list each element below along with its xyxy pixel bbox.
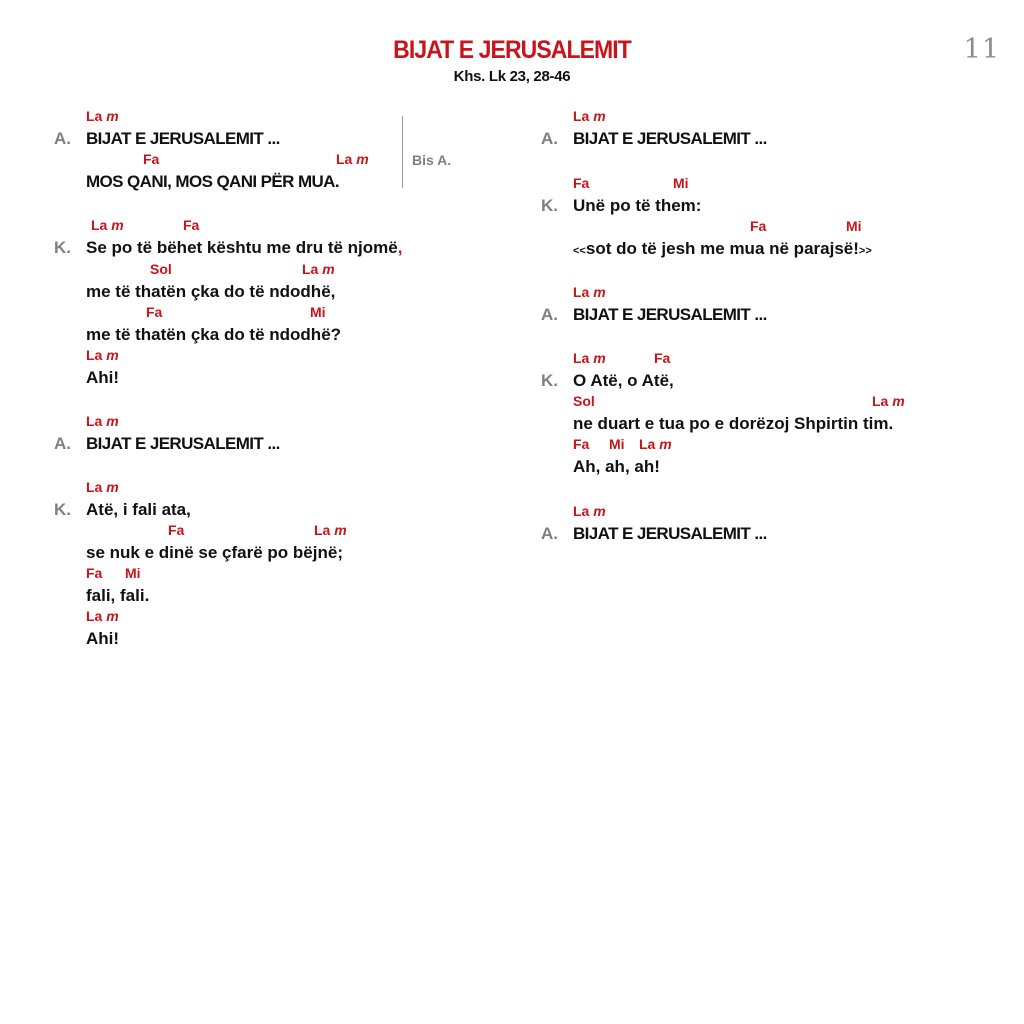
song-reference: Khs. Lk 23, 28-46 [453, 68, 571, 85]
verse-marker: A. [54, 434, 71, 453]
song-title: BIJAT E JERUSALEMIT [393, 36, 631, 64]
chord: La m [86, 108, 119, 124]
lyric-line: fali, fali. [86, 586, 150, 605]
chord: La m [573, 108, 606, 124]
lyric-line: BIJAT E JERUSALEMIT ... [573, 129, 767, 148]
chord: La m [91, 217, 124, 233]
lyric-line: <<sot do të jesh me mua në parajsë!>> [573, 239, 872, 258]
chord: Mi [846, 218, 862, 234]
chord: Fa [183, 217, 200, 233]
chord: La m [573, 503, 606, 519]
lyric-line: me të thatën çka do të ndodhë, [86, 282, 336, 301]
lyric-line: ne duart e tua po e dorëzoj Shpirtin tim. [573, 414, 894, 433]
chord: Fa [146, 304, 163, 320]
lyric-line: BIJAT E JERUSALEMIT ... [573, 305, 767, 324]
verse-marker: K. [541, 196, 558, 215]
chord: Mi [310, 304, 326, 320]
chord: La m [336, 151, 369, 167]
verse-marker: A. [541, 305, 558, 324]
chord: La m [573, 284, 606, 300]
lyric-line: MOS QANI, MOS QANI PËR MUA. [86, 172, 339, 191]
chord: Fa [86, 565, 103, 581]
repeat-label: Bis A. [412, 152, 452, 168]
chord: La m [86, 347, 119, 363]
verse-marker: A. [54, 129, 71, 148]
repeat-bracket [402, 116, 403, 188]
chord: Fa [168, 522, 185, 538]
chord: La m [314, 522, 347, 538]
page-number: 11 [963, 34, 1000, 65]
lyric-line: Ah, ah, ah! [573, 457, 660, 476]
chord: Fa [573, 436, 590, 452]
lyric-line: Unë po të them: [573, 196, 702, 215]
verse-marker: K. [54, 500, 71, 519]
chord: Fa [654, 350, 671, 366]
chord: La m [872, 393, 905, 409]
chord: Fa [750, 218, 767, 234]
chord: Mi [673, 175, 689, 191]
chord: La m [86, 479, 119, 495]
lyric-line: se nuk e dinë se çfarë po bëjnë; [86, 543, 343, 562]
chord: La m [302, 261, 335, 277]
lyric-line: Ahi! [86, 629, 120, 648]
verse-marker: A. [541, 524, 558, 543]
lyric-line: BIJAT E JERUSALEMIT ... [573, 524, 767, 543]
chord: Mi [609, 436, 625, 452]
verse-marker: A. [541, 129, 558, 148]
chord: Fa [573, 175, 590, 191]
chord: Sol [573, 393, 595, 409]
chord: Sol [150, 261, 172, 277]
chord: Fa [143, 151, 160, 167]
lyric-line: BIJAT E JERUSALEMIT ... [86, 434, 280, 453]
verse-marker: K. [54, 238, 71, 257]
chord: La m [639, 436, 672, 452]
lyric-line: Ahi! [86, 368, 120, 387]
lyric-line: O Atë, o Atë, [573, 371, 674, 390]
chord: Mi [125, 565, 141, 581]
chord: La m [573, 350, 606, 366]
chord: La m [86, 608, 119, 624]
lyric-line: Atë, i fali ata, [86, 500, 191, 519]
verse-marker: K. [541, 371, 558, 390]
lyric-line: Se po të bëhet kështu me dru të njomë, [86, 238, 403, 257]
lyric-line: BIJAT E JERUSALEMIT ... [86, 129, 280, 148]
lyric-line: me të thatën çka do të ndodhë? [86, 325, 342, 344]
chord: La m [86, 413, 119, 429]
